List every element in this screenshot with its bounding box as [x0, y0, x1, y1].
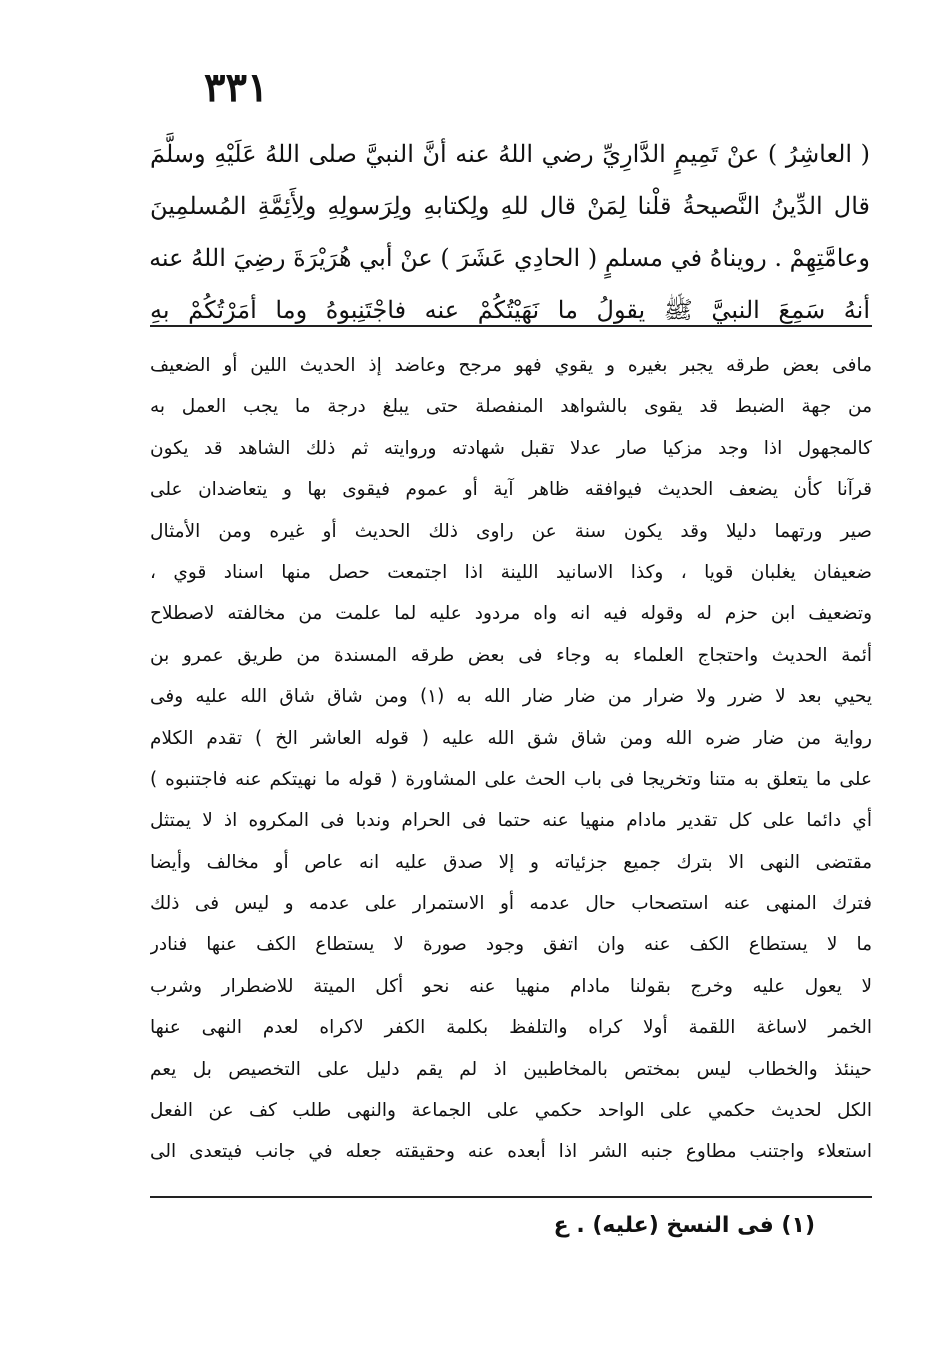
commentary-line: من جهة الضبط قد يقوى بالشواهد المنفصلة حتى يبلغ درجة ما يجب العمل به [150, 396, 872, 418]
main-text-line: وعامَّتِهِمْ . رويناهُ في مسلمٍ ( الحادِي عَشَرَ ) عنْ أبي هُرَيْرَةَ رضِيَ اللهُ عنه [149, 244, 870, 272]
page-number: ٣٣١ [204, 64, 269, 111]
separator-rule [150, 325, 872, 327]
commentary-line: مافى بعض طرقه يجبر بغيره و يقوي فهو مرجح وعاضد إذ الحديث اللين أو الضعيف [150, 355, 872, 376]
commentary-line: صير ورتهما دليلا وقد يكون سنة عن راوى ذلك الحديث أو غيره ومن الأمثال [150, 520, 872, 542]
footnote: (١) فى النسخ (عليه) . ع [553, 1213, 815, 1238]
main-text-line: أنهُ سَمِعَ النبيَّ ﷺ يقولُ ما نَهَيْتُكُمْ عنه فاجْتَنِبوهُ وما أمَرْتُكُمْ بهِ [150, 296, 870, 324]
commentary-line: الكل لحديث حكمي على الواحد حكمي على الجماعة والنهى طلب كف عن الفعل [150, 1100, 872, 1122]
commentary-line: أي دائما على كل تقدير مادام منهيا عنه حتما فى الحرام وندبا فى المكروه اذ لا يمتثل [150, 810, 872, 832]
main-text-line: قال الدِّينُ النَّصيحةُ قلْنا لِمَنْ قال للهِ ولِكتابهِ ولِرَسولِهِ ولِأَئِمَّةِ المُسلمِينَ [150, 192, 870, 220]
main-text [150, 128, 870, 336]
commentary-line: استعلاء واجتنب مطاوع جنبه الشر اذا أبعده عنه وحقيقته جعله في جانب فيتعدى الى [150, 1141, 872, 1163]
commentary-line: ضعيفان يغلبان قويا ، وكذا الاسانيد اللينة اذا اجتمعت حصل منها اسناد قوي ، [150, 561, 872, 583]
footnote-rule [150, 1196, 872, 1198]
commentary-text [150, 345, 872, 1173]
commentary-line: الخمر لاساغة اللقمة أولا كراه والتلفظ بكلمة الكفر لاكراه لعدم النهى عنها [150, 1017, 872, 1039]
commentary-line: يحيي بعد لا ضرر ولا ضرار من ضار ضار الله به (١) ومن شاق شاق الله عليه وفى [150, 686, 872, 708]
commentary-line: كالمجهول اذا وجد مزكيا صار عدلا تقبل شهادته وروايته ثم ذلك الشاهد قد يكون [150, 437, 872, 459]
commentary-line: رواية من ضار ضره الله ومن شاق شق الله عليه ( قوله العاشر الخ ) تقدم الكلام [150, 727, 872, 749]
commentary-line: حينئذ والخطاب ليس بمختص بالمخاطبين اذ لم يقم دليل على التخصيص بل يعم [150, 1058, 872, 1080]
commentary-line: ما لا يستطاع الكف عنه وان اتفق وجود صورة لا يستطاع الكف عنها فنادر [150, 934, 872, 956]
commentary-line: مقتضى النهى الا بترك جميع جزئياته و إلا صدق عليه انه عاص أو مخالف وأيضا [150, 851, 872, 873]
main-text-line: ( العاشِرُ ) عنْ تَمِيمٍ الدَّارِيِّ رضي اللهُ عنه أنَّ النبيَّ صلى اللهُ عَلَيْهِ وسلَّمَ [150, 140, 870, 168]
commentary-line: قرآنا كأن يضعف الحديث فيوافقه ظاهر آية أو عموم فيقوى بها و يتعاضدان على [150, 479, 872, 501]
commentary-line: أئمة الحديث واحتجاج العلماء به وجاء فى بعض طرقه المسندة من طريق عمرو بن [150, 644, 872, 666]
commentary-line: فترك المنهى عنه استصحاب حال عدمه أو الاستمرار على عدمه و ليس فى ذلك [150, 893, 872, 915]
commentary-line: لا يعول عليه وخرج بقولنا مادام منهيا عنه نحو أكل الميتة للاضطرار وشرب [150, 975, 872, 997]
commentary-line: على ما يتعلق به متنا وتخريجا فى باب الحث على المشاورة ( قوله ما نهيتكم عنه فاجتنبوه ) [150, 768, 872, 790]
commentary-line: وتضعيف ابن حزم له وقوله فيه انه واه مردود عليه لما علمت من مخالفته لاصطلاح [150, 603, 872, 625]
